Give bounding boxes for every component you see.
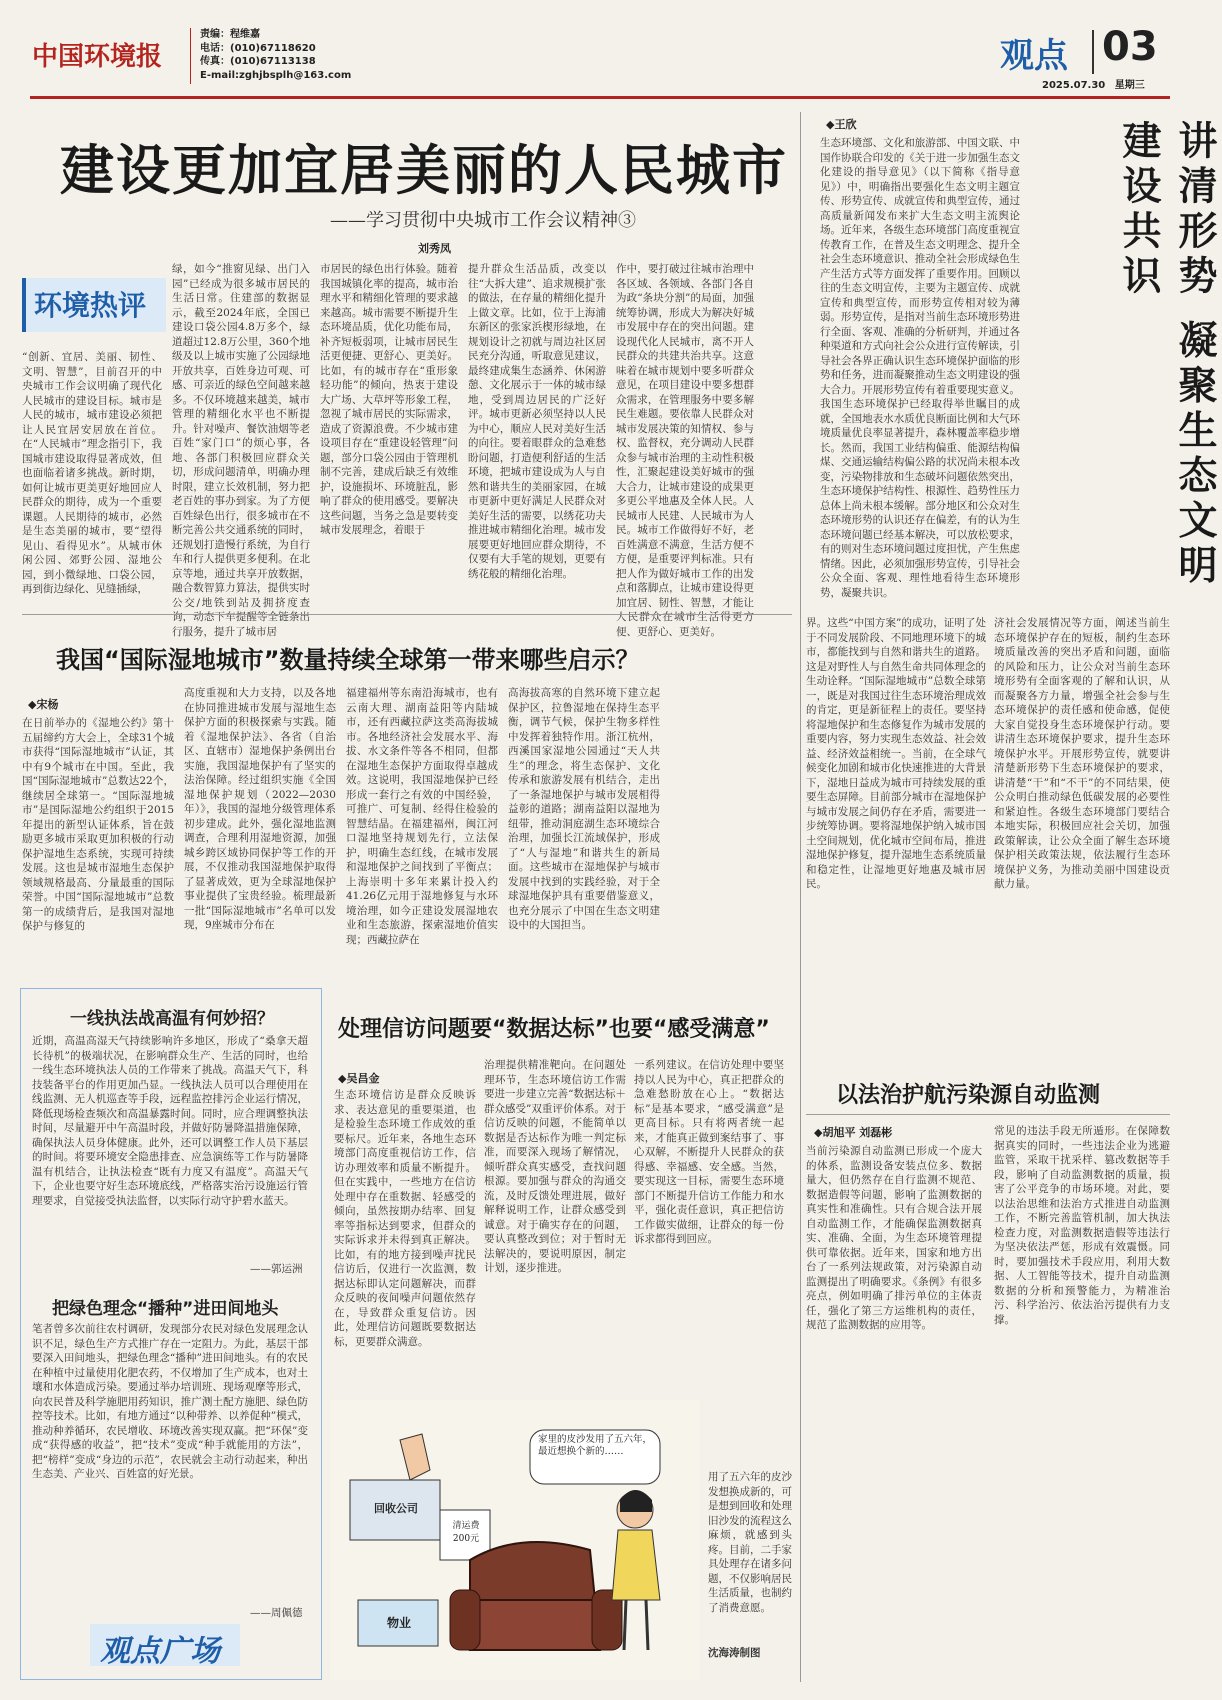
pollution-col-1: 当前污染源自动监测已形成一个庞大的体系，监测设备安装点位多、数据量大，但仍然存在自行监测不规范、数据造假等问题，影响了监测数据的真实性和准确性。只有合规合法开展自动监测工作，才能确保监测数据真实、准确、全面，为生态环境管理提供可靠依据。近年来，国家和地方出台了一系列法规政策，对污染源自动监测提出了明确要求。《条例》有很多亮点，例如明确了排污单位的主体责任，强化了第三方运维机构的责任，规范了监测数据的应用等。 bbox=[806, 1145, 982, 1331]
lead-subtitle: ——学习贯彻中央城市工作会议精神③ bbox=[330, 210, 636, 231]
comic-label-fee: 清运费 200元 bbox=[452, 1521, 480, 1544]
pollution-author-name: 胡旭平 刘磊彬 bbox=[822, 1126, 893, 1139]
wetland-col-2: 高度重视和大力支持，以及各地在协同推进城市发展与湿地生态保护方面的积极探索与实践。随着《湿地保护法》、各省（自治区、直辖市）湿地保护条例出台实施，我国湿地保护有了坚实的法治保障。经过组织实施《全国湿地保护规划（2022—2030年）》，我国的湿地分级管理体系初步建成。此外，强化湿地监测调查，合理利用湿地资源，加强城乡跨区域协同保护等工作的开展，不仅推动我国湿地保护取得了显著成效，更为全球湿地保护事业提供了宝贵经验。梳理最新一批“国际湿地城市”名单可以发现，9座城市分布在 bbox=[184, 687, 336, 931]
woman-leg-right bbox=[646, 1600, 648, 1650]
heat-title: 一线执法战高温有何妙招？ bbox=[70, 1009, 274, 1029]
green-text: 笔者曾多次前往农村调研，发现部分农民对绿色发展理念认识不足，绿色生产方式推广存在一定阻力。为此，基层干部要深入田间地头，把绿色理念“播种”进田间地头。有的农民在种植中过量使用化肥农药，不仅增加了生产成本，也对土壤和水体造成污染。要通过举办培训班、现场观摩等形式，向农民普及科学施肥用药知识，推广测土配方施肥、绿色防控等技术。比如，有地方通过“以种带养、以养促种”模式，推动种养循环，农民增收、环境改善实现双赢。把“环保”变成“获得感的收益”，把“技术”变成“种手就能用的方法”，把“榜样”变成“身边的示范”，农民就会主动行动起来，种出生态美、产业兴、百姓富的好光景。 bbox=[32, 1323, 308, 1480]
wetland-top-rule bbox=[22, 614, 792, 615]
heat-signature: ——郭运洲 bbox=[250, 1263, 303, 1275]
comic-label-recycling: 回收公司 bbox=[374, 1502, 418, 1515]
petition-title: 处理信访问题要“数据达标”也要“感受满意” bbox=[338, 1017, 770, 1042]
pollution-rule bbox=[806, 1114, 1170, 1115]
tag-label: 观点广场 bbox=[100, 1634, 220, 1669]
heat-text: 近期，高温高湿天气持续影响许多地区，形成了“桑拿天超长待机”的极端状况，在影响群众生产、生活的同时，也给一线生态环境执法人员的工作带来了挑战。高温天气下，科技装备平台的作用更加凸显。一线执法人员可以合理使用在线监测、无人机巡查等手段，远程监控排污企业运行情况，降低现场检查频次和高温暴露时间。同时，应合理调整执法时间，尽量避开中午高温时段，并做好防暑降温措施保障，确保执法人员身体健康。此外，还可以调整工作人员下基层的时间。将要环境安全隐患排查、应急演练等工作与防暑降温有机结合，让执法检查“既有力度又有温度”。高温天气下，企业也要守好生态环境底线，严格落实治污设施运行管理要求，自觉接受执法监督，以实际行动守护碧水蓝天。 bbox=[32, 1035, 308, 1207]
pollution-col-2: 常见的违法手段无所遁形。在保障数据真实的同时，一些违法企业为逃避监管，采取干扰采样、篡改数据等手段，影响了自动监测数据的质量，损害了公平竞争的市场环境。对此，要以法治思维和法治方式推进自动监测工作，不断完善监管机制，加大执法检查力度，对监测数据造假等违法行为坚决依法严惩，形成有效震慑。同时，要加强技术手段应用，利用大数据、人工智能等技术，提升自动监测数据的分析和预警能力，为精准治污、科学治污、依法治污提供有力支撑。 bbox=[994, 1125, 1170, 1326]
petition-author: ◆吴昌金 bbox=[338, 1072, 380, 1085]
lead-col-1: “创新、宜居、美丽、韧性、文明、智慧”，目前召开的中央城市工作会议明确了现代化人民城市的建设目标。城市是人民的城市，城市建设必须把让人民宜居安居放在首位。在“人民城市”理念指引下，我国城市建设取得显著成效，但也面临着诸多挑战。新时期，如何让城市更美更好地回应人民群众的期待，成为一个重要课题。人民期待的城市，必然是生态美丽的城市，要“望得见山、看得见水”。从城市休闲公园、郊野公园、湿地公园，到小微绿地、口袋公园，再到街边绿化、见缝插绿， bbox=[22, 351, 162, 595]
green-title: 把绿色理念“播种”进田间地头 bbox=[52, 1299, 279, 1319]
lead-author: 刘秀凤 bbox=[418, 242, 451, 255]
editor-line: 责编：程维嘉 bbox=[200, 29, 260, 40]
petition-col-1: 生态环境信访是群众反映诉求、表达意见的重要渠道，也是检验生态环境工作成效的重要标尺。近年来，各地生态环境部门高度重视信访工作，信访办理效率和质量不断提升。但在实践中，一些地方在信访处理中存在重数据、轻感受的倾向，虽然按期办结率、回复率等指标达到要求，但群众的实际诉求并未得到真正解决。比如，有的地方接到噪声扰民信访后，仅进行一次监测，数据达标即认定问题解决，而群众反映的夜间噪声问题依然存在，导致群众重复信访。因此，处理信访问题既要数据达标，更要群众满意。 bbox=[334, 1089, 476, 1348]
tag-label: 环境热评 bbox=[34, 289, 147, 322]
sofa-arm-left bbox=[450, 1590, 480, 1650]
sofa-seat bbox=[460, 1600, 610, 1650]
wetland-title: 我国“国际湿地城市”数量持续全球第一带来哪些启示？ bbox=[56, 646, 640, 674]
woman-dress bbox=[612, 1530, 660, 1600]
page-number: 03 bbox=[1102, 24, 1158, 70]
email-line: E-mail:zghjbsplh@163.com bbox=[200, 69, 352, 81]
right-vertical-title: 讲清形势 凝聚生态文明建设共识 bbox=[1116, 120, 1217, 590]
pollution-title: 以法治护航污染源自动监测 bbox=[836, 1083, 1101, 1108]
wetland-col-1: 在日前举办的《湿地公约》第十五届缔约方大会上，全球31个城市获得“国际湿地城市”认证，其中有9个城市在中国。至此，我国“国际湿地城市”总数达22个，继续居全球第一。“国际湿地城市”是国际湿地公约组织于2015年提出的新型认证体系，旨在鼓励更多城市采取更加积极的行动保护湿地生态系统，实现可持续发展。这也是城市湿地生态保护领域规格最高、分量最重的国际荣誉。中国“国际湿地城市”总数第一的成绩背后，是我国对湿地保护与修复的 bbox=[22, 717, 174, 932]
wetland-col-4: 高海拔高寒的自然环境下建立起保护区，拉鲁湿地在保持生态平衡，调节气候，保护生物多样性中发挥着独特作用。浙江杭州，西溪国家湿地公园通过“天人共生”的理念，将生态保护、文化传承和旅游发展有机结合，走出了一条湿地保护与城市发展相得益彰的道路；湖南益阳以湿地为纽带，推动洞庭湖生态环境综合治理，加强长江流域保护，形成了“人与湿地”和谐共生的新局面。这些城市在湿地保护与城市发展中找到的实践经验，对于全球湿地保护具有重要借鉴意义，也充分展示了中国在生态文明建设中的大国担当。 bbox=[508, 687, 660, 931]
right-upper-text: 生态环境部、文化和旅游部、中国文联、中国作协联合印发的《关于进一步加强生态文化建设的指导意见》（以下简称《指导意见》）中，明确指出要强化生态文明主题宣传、形势宣传、成就宣传和典型宣传，通过高质量新闻发布来扩大生态文明主流舆论场。近年来，各级生态环境部门高度重视宣传教育工作，在普及生态文明理念、提升全社会生态环境意识、推动全社会形成绿色生产生活方式等方面发挥了重要作用。回顾以往的生态文明宣传，主要为主题宣传、成就宣传和典型宣传，而形势宣传相对较为薄弱。形势宣传，是指对当前生态环境形势进行全面、客观、准确的分析研判，并通过各种渠道和方式向社会公众进行宣传解读，引导社会各界正确认识生态环境保护面临的形势和任务，进而凝聚推动生态文明建设的强大合力。开展形势宣传有着重要现实意义。我国生态环境保护已经取得举世瞩目的成就，全国地表水水质优良断面比例和大气环境质量优良率显著提升，森林覆盖率稳步增长。然而，我国工业结构偏重、能源结构偏煤、交通运输结构偏公路的状况尚未根本改变，污染物排放和生态破坏问题依然突出，生态环境保护结构性、根源性、趋势性压力总体上尚未根本缓解。部分地区和公众对生态环境形势的认识还存在偏差，有的认为生态环境问题已经基本解决，可以放松要求，有的则对生态环境问题过度担忧，产生焦虑情绪。因此，必须加强形势宣传，引导社会公众全面、客观、理性地看待生态环境形势，凝聚共识。 bbox=[820, 137, 1020, 599]
lead-title: 建设更加宜居美丽的人民城市 bbox=[60, 139, 788, 202]
right-lower-col-2: 济社会发展情况等方面，阐述当前生态环境保护存在的短板，制约生态环境质量改善的突出矛盾和问题，面临的风险和压力，让公众对当前生态环境形势有全面客观的了解和认识，从而凝聚各方力量，增强全社会参与生态环境保护的责任感和使命感，促使大家自觉投身生态环境保护行动。要讲清生态环境保护要求，提升生态环境保护水平。开展形势宣传，就要讲清楚新形势下生态环境保护的要求，讲清楚“干”和“不干”的不同结果，使公众明白推动绿色低碳发展的必要性和紧迫性。各级生态环境部门要结合本地实际，积极回应社会关切，加强政策解读，让公众全面了解生态环境保护相关政策法规，依法履行生态环境保护义务，为推动美丽中国建设贡献力量。 bbox=[994, 617, 1170, 890]
petition-author-name: 吴昌金 bbox=[346, 1072, 380, 1085]
right-author: ◆王欣 bbox=[826, 118, 857, 131]
lead-col-4: 提升群众生活品质，改变以往“大拆大建”、追求规模扩张的做法，在存量的精细化提升上做文章。比如，位于上海浦东新区的张家浜楔形绿地，在规划设计之初就与周边社区居民充分沟通，听取意见建议，最终建成集生态涵养、休闲游憩、文化展示于一体的城市绿地，受到周边居民的广泛好评。城市更新必须坚持以人民为中心，顺应人民对美好生活的向往。要着眼群众的急难愁盼问题，打造便利舒适的生活环境，把城市建设成为人与自然和谐共生的美丽家园，在城市更新中更好满足人民群众对美好生活的需要，以绣花功夫推进城市精细化治理。城市发展要更好地回应群众期待，不仅要有大手笔的规划，更要有绣花般的精细化治理。 bbox=[468, 263, 606, 580]
masthead-logo: 中国环境报 bbox=[32, 42, 163, 72]
comic-label-property: 物业 bbox=[386, 1616, 411, 1630]
masthead-divider bbox=[190, 28, 191, 84]
pollution-author: ◆胡旭平 刘磊彬 bbox=[814, 1126, 893, 1139]
comic-illustration bbox=[330, 1400, 700, 1680]
masthead-contacts bbox=[200, 28, 351, 82]
right-column-rule bbox=[800, 112, 801, 1682]
lead-col-5: 作中，要打破过往城市治理中各区域、各领域、各部门各自为政“条块分割”的局面，加强统筹协调，形成大为解决好城市发展中存在的突出问题。建设现代化人民城市，离不开人民群众的共建共治共享。这意味着在城市规划中要多听群众意见，在项目建设中要多想群众需求，在管理服务中要多解民生难题。要依靠人民群众对城市发展决策的知情权、参与权、监督权，充分调动人民群众参与城市治理的主动性积极性，汇聚起建设美好城市的强大合力，让城市建设的成果更多更公平地惠及全体人民。人民城市人民建、人民城市为人民。城市工作做得好不好，老百姓满意不满意，生活方便不方便，是重要评判标准。只有把人作为做好城市工作的出发点和落脚点，让城市建设得更加宜居、韧性、智慧，才能让人民群众在城市生活得更方便、更舒心、更美好。 bbox=[616, 263, 754, 638]
section-name: 观点 bbox=[1000, 36, 1068, 76]
weekday-text: 星期三 bbox=[1114, 80, 1145, 91]
comic-caption: 用了五六年的皮沙发想换成新的，可是想到回收和处理旧沙发的流程这么麻烦，就感到头疼。目前，二手家具处理存在诸多问题，不仅影响居民生活质量，也制约了消费意愿。 bbox=[708, 1471, 792, 1614]
column-tag-viewpoint-square bbox=[90, 1624, 240, 1669]
wetland-col-3: 福建福州等东南沿海城市，也有云南大理、湖南益阳等内陆城市，还有西藏拉萨这类高海拔城市。各地经济社会发展水平、海拔、水文条件等各不相同，但都在湿地生态保护方面取得卓越成效。这说明，我国湿地保护已经形成一套行之有效的中国经验，可推广、可复制、经得住检验的智慧结晶。在福建福州，闽江河口湿地坚持规划先行，立法保护，明确生态红线，在城市发展和湿地保护之间找到了平衡点；上海崇明十多年来累计投入约41.26亿元用于湿地修复与水环境治理，如今正建设发展湿地农业和生态旅游，探索湿地价值实现；西藏拉萨在 bbox=[346, 687, 498, 946]
right-author-name: 王欣 bbox=[834, 118, 857, 131]
wetland-author: ◆宋杨 bbox=[28, 698, 59, 711]
column-tag-environment bbox=[22, 272, 162, 342]
date-text: 2025.07.30 bbox=[1042, 80, 1106, 91]
lead-col-3: 市居民的绿色出行体验。随着我国城镇化率的提高，城市治理水平和精细化管理的要求越来越高。城市需要不断提升生态环境品质，优化功能布局，补齐短板弱项，让城市居民生活更便捷、更舒心、更美好。比如，有的城市存在“重形象轻功能”的倾向，热衷于建设大广场、大草坪等形象工程，忽视了城市居民的实际需求，造成了资源浪费。不少城市建设项目存在“重建设轻管理”问题，部分口袋公园由于管理机制不完善，建成后缺乏有效维护，设施损坏、环境脏乱，影响了群众的使用感受。要解决这些问题，当务之急是要转变城市发展理念，着眼于 bbox=[320, 263, 458, 536]
petition-col-3: 一系列建议。在信访处理中要坚持以人民为中心，真正把群众的急难愁盼放在心上。“数据达标”是基本要求，“感受满意”是更高目标。只有将两者统一起来，才能真正做到案结事了、事心双解，不断提升人民群众的获得感、幸福感、安全感。当然，要实现这一目标，需要生态环境部门不断提升信访工作能力和水平，强化责任意识，真正把信访工作做实做细，让群众的每一份诉求都得到回应。 bbox=[634, 1059, 784, 1245]
masthead-rule bbox=[30, 96, 1170, 99]
phone-line: 电话：(010)67118620 bbox=[200, 42, 316, 54]
woman-leg-left bbox=[624, 1600, 626, 1650]
petition-col-2: 治理提供精准靶向。在问题处理环节，生态环境信访工作需要进一步建立完善“数据达标＋群众感受”双重评价体系。对于信访反映的问题，不能简单以数据是否达标作为唯一判定标准，而要深入现场了解情况，倾听群众真实感受，查找问题根源。要加强与群众的沟通交流，及时反馈处理进展，做好解释说明工作，让群众感受到诚意。对于确实存在的问题，要认真整改到位；对于暂时无法解决的，要说明原因，制定计划，逐步推进。 bbox=[484, 1059, 626, 1274]
green-signature: ——周佩德 bbox=[250, 1607, 303, 1619]
comic-bubble-text: 家里的皮沙发用了五六年，最近想换个新的…… bbox=[538, 1434, 653, 1457]
page-divider bbox=[1092, 30, 1094, 74]
issue-date bbox=[1042, 76, 1145, 91]
wetland-author-name: 宋杨 bbox=[36, 698, 59, 711]
fax-line: 传真：(010)67113138 bbox=[200, 56, 316, 67]
comic-credit: 沈海涛制图 bbox=[708, 1647, 761, 1659]
lead-col-2: 绿，如今“推窗见绿、出门入园”已经成为很多城市居民的生活日常。住建部的数据显示，截至2024年底，全国已建设口袋公园4.8万多个，绿道超过12.8万公里，360个地级及以上城市实施了公园绿地开放共享，百姓身边可观、可感、可亲近的绿色空间越来越多。不仅环境越来越美，城市管理的精细化水平也不断提升。针对噪声、餐饮油烟等老百姓“家门口”的烦心事，各地、各部门积极回应群众关切，形成问题清单，明确办理时限，建立长效机制，努力把老百姓的事办到家。为了方便百姓绿色出行，很多城市在不断完善公共交通系统的同时，还规划打造慢行系统，为自行车和行人提供更多便利。在北京等地，通过共享开放数据，融合数智算力算法，提供实时公交/地铁到站及拥挤度查询，动态下车提醒等全链条出行服务，提升了城市居 bbox=[172, 263, 310, 638]
right-lower-col-1: 界。这些“中国方案”的成功，证明了处于不同发展阶段、不同地理环境下的城市，都能找到与自然和谐共生的道路。这是对野性人与自然生命共同体理念的生动诠释。“国际湿地城市”总数全球第一，既是对我国过往生态环境治理成效的肯定，更是新征程上的责任。要坚持将湿地保护和生态修复作为城市发展的重要内容，努力实现生态效益、社会效益、经济效益相统一。当前，在全球气候变化加剧和城市化快速推进的大背景下，湿地日益成为城市可持续发展的重要生态屏障。目前部分城市在湿地保护与城市发展之间仍存在矛盾，需要进一步统筹协调。要将湿地保护纳入城市国土空间规划，优化城市空间布局，推进湿地保护修复，提升湿地生态系统质量和稳定性，让湿地更好地惠及城市居民。 bbox=[806, 617, 986, 890]
